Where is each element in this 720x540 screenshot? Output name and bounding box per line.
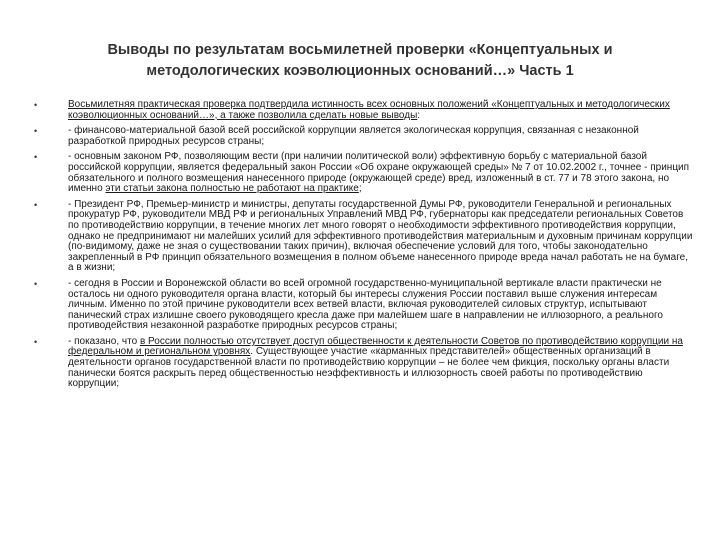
bullet-item-2 — [28, 126, 693, 147]
bullet-item-5 — [28, 279, 693, 332]
bullet-3-underlined: эти статьи закона полностью не работают на практике — [105, 183, 359, 195]
bullet-1-text: : — [417, 109, 421, 121]
bullet-3-text-after: ; — [358, 183, 362, 195]
bullet-2-text: - финансово-материальной базой всей российской коррупции является экологическая коррупция, связанная с незаконной разработкой природных ресурсов страны; — [68, 125, 639, 147]
bullet-icon: • — [34, 126, 38, 137]
bullet-3-text-before: - основным законом РФ, позволяющим вести (при наличии политической воли) эффективную борьбу с материальной базой российской коррупции, является федеральный закон России «Об охране окружающей среды» № 7 от 10.02.2002 г., точнее - принцип обязательного и полного возмещения нанесенного природе (окружающей среде) вред, изложенный в ст. 77 и 78 этого закона, но именно — [68, 151, 690, 195]
bullet-list — [28, 100, 693, 390]
bullet-1-underlined: Восьмилетняя практическая проверка подтвердила истинность всех основных положений «Концептуальных и методологических коэволюционных оснований…», а также позволила сделать новые выводы — [68, 99, 670, 121]
bullet-4-text: - Президент РФ, Премьер-министр и министры, депутаты государственной Думы РФ, руководители Генеральной и региональных прокуратур РФ, руководители МВД РФ и региональных Управлений МВД РФ, губернаторы как председатели региональных Советов по противодействию коррупции, в течение многих лет много говорят о необходимости эффективного противодействия коррупции, однако не предпринимают ни малейших усилий для эффективного противодействия материальным и духовным причинам коррупции (по-видимому, даже не зная о существовании таких причин), включая обеспечение условий для того, чтобы законодательно закрепленный в РФ принцип обязательного возмещения в полном объеме нанесенного природе вреда начал работать не на бумаге, а в жизни; — [68, 198, 693, 274]
bullet-icon: • — [34, 199, 38, 210]
bullet-6-text-after: . Существующее участие «карманных представителей» общественных организаций в деятельности органов государственной власти по противодействию коррупции – не более чем фикция, поскольку органы власти панически боятся раскрыть перед общественностью неэффективность и иллюзорность своей работы по противодействию коррупции; — [68, 346, 670, 390]
bullet-icon: • — [34, 278, 38, 289]
bullet-icon: • — [34, 152, 38, 163]
title-line-1: Выводы по результатам восьмилетней проверки «Концептуальных и — [107, 42, 613, 58]
slide-content — [28, 100, 693, 395]
bullet-item-1 — [28, 100, 693, 121]
bullet-5-text: - сегодня в России и Воронежской области во всей огромной государственно-муниципальной вертикале власти практически не осталось ни одного руководителя органа власти, который бы интересы служения России поставил выше служения интересам личным. Именно по этой причине руководители всех ветвей власти, включая руководителей силовых структур, испытывают панический страх излишне своего руководящего кресла даже при малейшем шаге в направлении не иллюзорного, а реального противодействия незаконной разработке природных ресурсов страны; — [68, 277, 663, 332]
bullet-item-4 — [28, 200, 693, 274]
bullet-icon: • — [34, 100, 38, 110]
slide-title — [40, 40, 680, 82]
bullet-icon: • — [34, 336, 38, 347]
title-line-2: методологических коэволюционных оснований…» Часть 1 — [146, 63, 574, 79]
bullet-6-text-before: - показано, что — [68, 335, 140, 347]
bullet-item-3 — [28, 152, 693, 194]
bullet-6-underlined: в России полностью отсутствует доступ общественности к деятельности Советов по противодействию коррупции на федеральном и региональном уровнях — [68, 335, 683, 358]
bullet-item-6 — [28, 337, 693, 390]
